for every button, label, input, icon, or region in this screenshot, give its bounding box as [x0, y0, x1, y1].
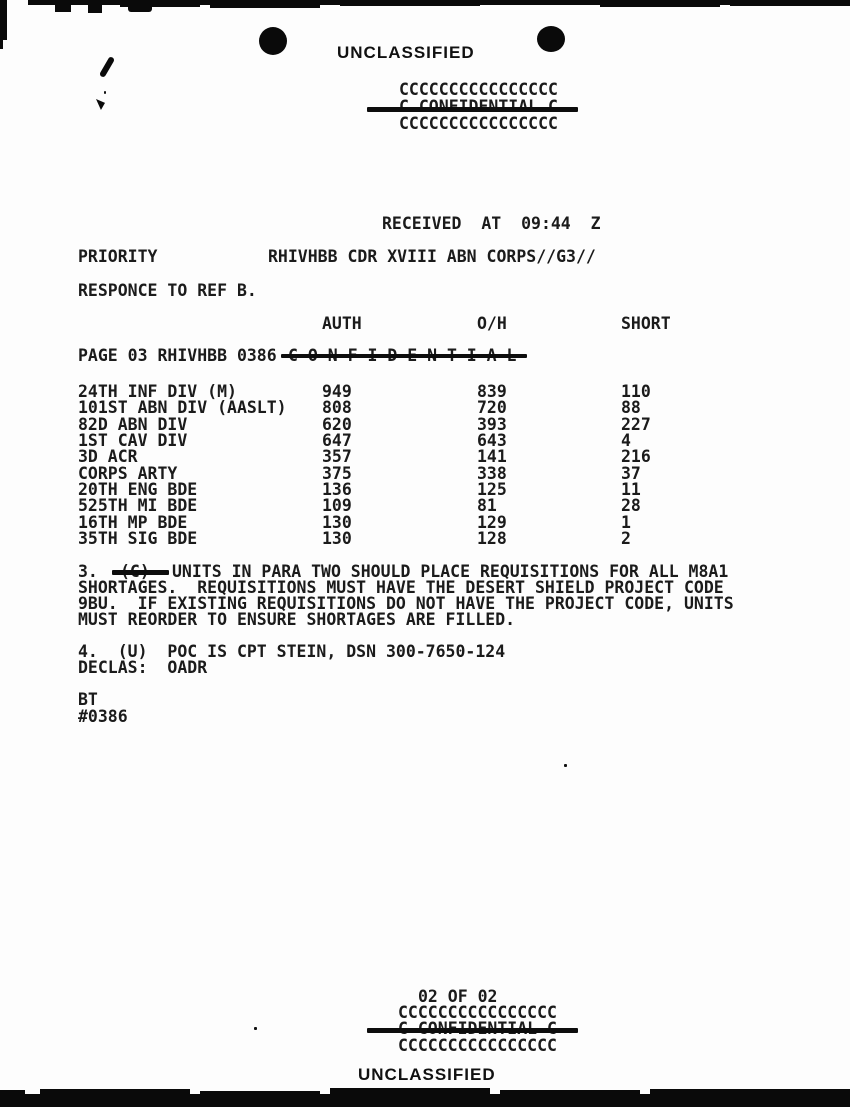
scan-edge-artifact [88, 0, 102, 13]
short-value: 4 [621, 431, 631, 450]
page-count: 02 OF 02 [418, 987, 498, 1006]
paragraph-3-number: 3. [78, 562, 98, 581]
oh-value: 839 [477, 382, 507, 401]
unit-name: 35TH SIG BDE [78, 529, 198, 548]
auth-value: 130 [322, 529, 352, 548]
short-value: 88 [621, 398, 641, 417]
scan-edge-artifact [490, 0, 590, 5]
short-value: 227 [621, 415, 651, 434]
response-line: RESPONCE TO REF B. [78, 281, 257, 300]
short-value: 110 [621, 382, 651, 401]
scan-edge-artifact [128, 4, 152, 12]
auth-value: 109 [322, 496, 352, 515]
stamp-bottom-row3: CCCCCCCCCCCCCCCC [398, 1036, 557, 1055]
oh-value: 338 [477, 464, 507, 483]
strikethrough-line [281, 354, 527, 358]
scan-edge-artifact [0, 0, 7, 40]
strikethrough-line [367, 107, 578, 112]
auth-value: 136 [322, 480, 352, 499]
short-value: 216 [621, 447, 651, 466]
scan-edge-artifact [0, 40, 3, 49]
auth-value: 808 [322, 398, 352, 417]
priority-label: PRIORITY [78, 247, 158, 266]
unit-name: 20TH ENG BDE [78, 480, 198, 499]
short-value: 2 [621, 529, 631, 548]
unit-name: 101ST ABN DIV (AASLT) [78, 398, 287, 417]
stamp-top-row1: CCCCCCCCCCCCCCCC [399, 80, 558, 99]
page-line: PAGE 03 RHIVHBB 0386 [78, 346, 277, 365]
short-value: 11 [621, 480, 641, 499]
unit-name: 1ST CAV DIV [78, 431, 188, 450]
scan-edge-artifact [730, 1, 850, 6]
priority-value: RHIVHBB CDR XVIII ABN CORPS//G3// [268, 247, 596, 266]
scan-speck [564, 764, 567, 767]
paragraph-3-line-2: SHORTAGES. REQUISITIONS MUST HAVE THE DESERT SHIELD PROJECT CODE [78, 578, 724, 597]
unit-name: 82D ABN DIV [78, 415, 188, 434]
column-header-oh: O/H [477, 314, 507, 333]
oh-value: 720 [477, 398, 507, 417]
hole-punch-right-icon [537, 26, 565, 52]
scan-edge-artifact [55, 0, 71, 12]
unit-name: 525TH MI BDE [78, 496, 198, 515]
auth-value: 375 [322, 464, 352, 483]
paragraph-3-line-4: MUST REORDER TO ENSURE SHORTAGES ARE FILLED. [78, 610, 516, 629]
scan-edge-artifact [340, 2, 480, 6]
scan-speck [254, 1027, 257, 1030]
oh-value: 125 [477, 480, 507, 499]
column-header-auth: AUTH [322, 314, 362, 333]
message-number: #0386 [78, 707, 128, 726]
bt-line: BT [78, 690, 98, 709]
unit-name: CORPS ARTY [78, 464, 178, 483]
scan-edge-artifact [600, 3, 720, 7]
hole-punch-left-icon [259, 27, 287, 55]
short-value: 28 [621, 496, 641, 515]
strikethrough-line [367, 1028, 578, 1033]
oh-value: 129 [477, 513, 507, 532]
stamp-bottom-row1: CCCCCCCCCCCCCCCC [398, 1003, 557, 1022]
top-classification-label: UNCLASSIFIED [337, 43, 475, 62]
oh-value: 393 [477, 415, 507, 434]
paragraph-3-line-1: UNITS IN PARA TWO SHOULD PLACE REQUISITIONS FOR ALL M8A1 [172, 562, 729, 581]
table-row [0, 531, 850, 547]
oh-value: 141 [477, 447, 507, 466]
unit-name: 16TH MP BDE [78, 513, 188, 532]
pen-mark-icon [96, 99, 105, 110]
bottom-classification-label: UNCLASSIFIED [358, 1065, 496, 1084]
oh-value: 128 [477, 529, 507, 548]
table-row [0, 400, 850, 416]
auth-value: 620 [322, 415, 352, 434]
paragraph-4-line: 4. (U) POC IS CPT STEIN, DSN 300-7650-124 [78, 642, 506, 661]
auth-value: 130 [322, 513, 352, 532]
column-header-short: SHORT [621, 314, 671, 333]
table-row [0, 449, 850, 465]
stamp-top-row3: CCCCCCCCCCCCCCCC [399, 114, 558, 133]
scan-edge-artifact [210, 4, 320, 8]
pen-mark-icon [104, 91, 106, 94]
strikethrough-line [112, 570, 169, 575]
auth-value: 647 [322, 431, 352, 450]
declas-line: DECLAS: OADR [78, 658, 208, 677]
received-line: RECEIVED AT 09:44 Z [382, 214, 601, 233]
oh-value: 643 [477, 431, 507, 450]
scan-edge-artifact [0, 1094, 850, 1107]
paragraph-3-line-3: 9BU. IF EXISTING REQUISITIONS DO NOT HAVE THE PROJECT CODE, UNITS [78, 594, 734, 613]
table-row [0, 498, 850, 514]
short-value: 37 [621, 464, 641, 483]
auth-value: 949 [322, 382, 352, 401]
oh-value: 81 [477, 496, 497, 515]
pen-mark-icon [99, 56, 115, 78]
short-value: 1 [621, 513, 631, 532]
unit-name: 24TH INF DIV (M) [78, 382, 237, 401]
auth-value: 357 [322, 447, 352, 466]
unit-name: 3D ACR [78, 447, 138, 466]
